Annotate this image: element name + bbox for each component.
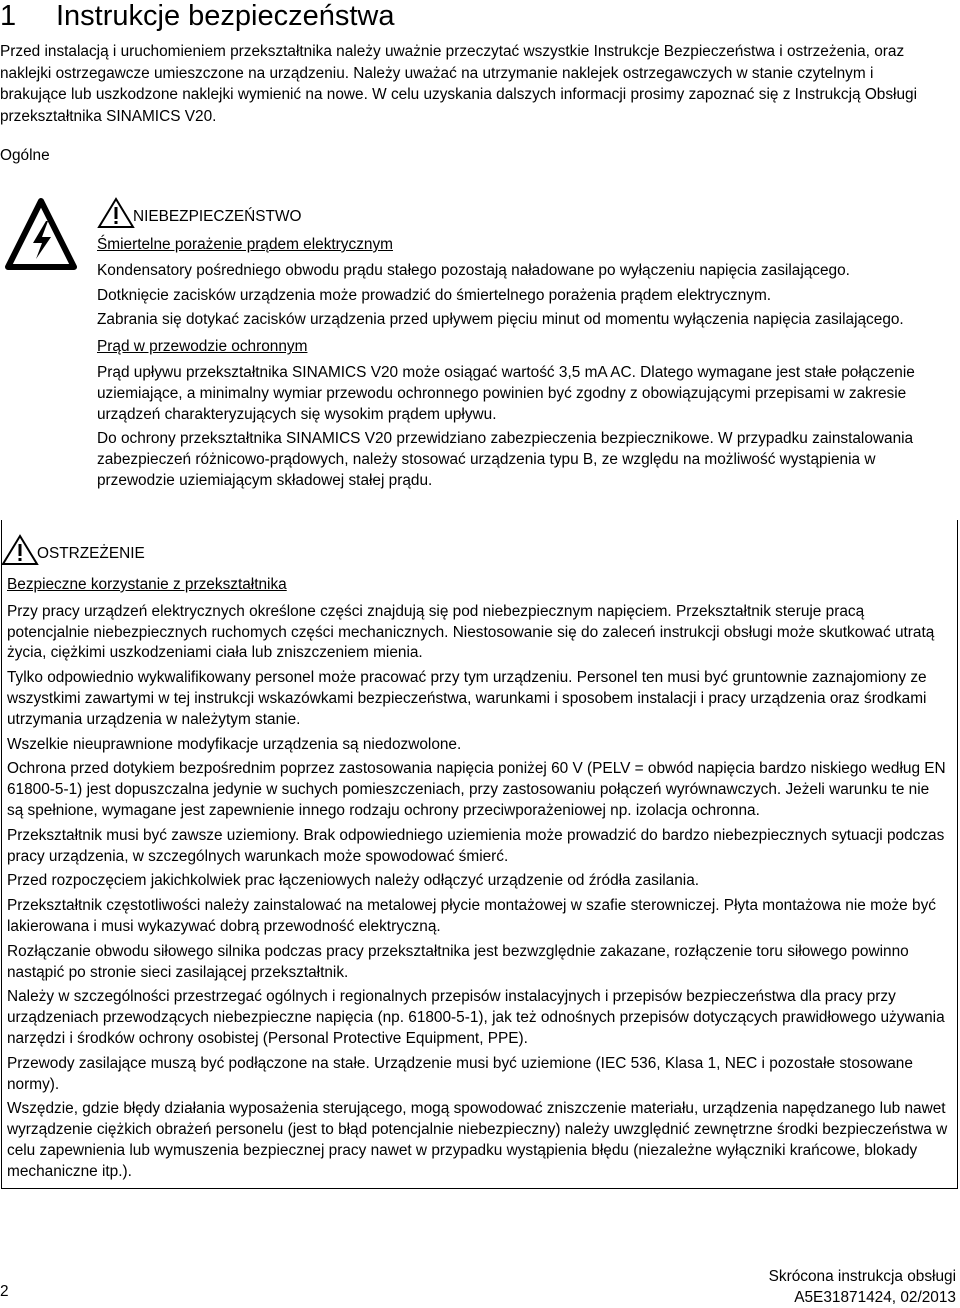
danger-block xyxy=(97,195,957,496)
high-voltage-warning-icon xyxy=(4,197,78,273)
danger-paragraph: Zabrania się dotykać zacisków urządzenia przed upływem pięciu minut od momentu wyłączenia napięcia zasilającego. xyxy=(97,311,904,329)
danger-paragraph: Kondensatory pośredniego obwodu prądu stałego pozostają naładowane po wyłączeniu napięcia zasilającego. xyxy=(97,261,850,279)
warning-paragraph: Przed rozpoczęciem jakichkolwiek prac łączeniowych należy odłączyć urządzenie od źródła zasilania. xyxy=(7,872,700,890)
page-title xyxy=(0,0,395,32)
warning-subheading: Bezpieczne korzystanie z przekształtnika xyxy=(7,576,287,593)
footer-doc-info xyxy=(769,1266,956,1308)
chapter-title: Instrukcje bezpieczeństwa xyxy=(56,0,395,32)
warning-paragraph: Przy pracy urządzeń elektrycznych określone części znajdują się pod niebezpiecznym napięciem. Przekształtnik steruje pracą potencjalnie niebezpiecznych ruchomych części mechanicznych. Niestosowanie się do zaleceń instrukcji obsługi może skutkować utratą życia, ciężkimi uszkodzeniami ciała lub zniszczeniem mienia. xyxy=(7,602,935,662)
danger-paragraph: Dotknięcie zacisków urządzenia może prowadzić do śmiertelnego porażenia prądem elektrycznym. xyxy=(97,286,772,304)
chapter-number: 1 xyxy=(0,0,17,32)
exclamation-triangle-icon xyxy=(97,197,135,229)
danger-paragraph: Do ochrony przekształtnika SINAMICS V20 przewidziano zabezpieczenia bezpiecznikowe. W przypadku zainstalowania zabezpieczeń różnicowo-prądowych, należy stosować urządzenia typu B, ze względu na możliwość wystąpienia w przewodzie uziemiającym składowej stałej prądu. xyxy=(97,430,914,489)
page-number: 2 xyxy=(0,1283,9,1300)
danger-title xyxy=(97,195,957,229)
warning-paragraph: Wszędzie, gdzie błędy działania wyposażenia sterującego, mogą spowodować zniszczenie materiału, urządzenia napędzanego lub nawet wyrządzenie ciężkich obrażeń personelu (jest to błąd potencjalnie niebezpieczny) należy uwzględnić zewnętrzne środki bezpieczeństwa w celu zapewnienia lub wymuszenia bezpiecznej pracy nawet w przypadku wystąpienia błędu (niezależne wyłączniki krańcowe, blokady mechaniczne itp.). xyxy=(7,1100,948,1180)
danger-label: NIEBEZPIECZEŃSTWO xyxy=(133,208,302,225)
warning-paragraph: Przekształtnik musi być zawsze uziemiony. Brak odpowiedniego uziemienia może prowadzić do bardzo niebezpiecznych sytuacji podczas pracy urządzenia, w szczególnych warunkach może spowodować śmierć. xyxy=(7,826,945,865)
warning-paragraph: Tylko odpowiednio wykwalifikowany personel może pracować przy tym urządzeniu. Personel ten musi być gruntownie zaznajomiony ze wszystkimi zawartymi w tej instrukcji wskazówkami bezpieczeństwa, warunkami i sposobem instalacji i pracy urządzenia oraz środkami utrzymania urządzenia w należytym stanie. xyxy=(7,669,927,728)
footer-doc-id: A5E31871424, 02/2013 xyxy=(794,1289,956,1306)
warning-paragraph: Wszelkie nieuprawnione modyfikacje urządzenia są niedozwolone. xyxy=(7,735,462,753)
warning-paragraph: Ochrona przed dotykiem bezpośrednim poprzez zastosowania napięcia poniżej 60 V (PELV = obwód napięcia bardzo niskiego według EN 61800-5-1) jest dopuszczalna jedynie w suchych pomieszczeniach, przy zastosowaniu połączeń wyrównawczych. Jeżeli warunku te nie są spełnione, wymagane jest zapewnienie innego rodzaju ochrony przeciwporażeniowej np. izolacja ochronna. xyxy=(7,760,946,819)
footer-doc-title: Skrócona instrukcja obsługi xyxy=(768,1268,956,1285)
warning-paragraph: Rozłączanie obwodu siłowego silnika podczas pracy przekształtnika jest bezwzględnie zakazane, rozłączenie toru siłowego powinno nastąpić po stronie sieci zasilającej przekształtnik. xyxy=(7,942,909,981)
danger-subheading-electric-shock: Śmiertelne porażenie prądem elektrycznym xyxy=(97,236,393,253)
danger-paragraph: Prąd upływu przekształtnika SINAMICS V20 może osiągać wartość 3,5 mA AC. Dlatego wymagane jest stałe połączenie uziemiające, a minimalny wymiar przewodu ochronnego powinien być zgodny z obowiązującymi przepisami w zakresie urządzeń charakteryzujących się wysokim prądem upływu. xyxy=(97,363,915,423)
warning-label: OSTRZEŻENIE xyxy=(37,545,145,562)
warning-paragraph: Przekształtnik częstotliwości należy zainstalować na metalowej płycie montażowej w szafie sterowniczej. Płyta montażowa nie może być lakierowana i musi wykazywać dobrą przewodność elektryczną. xyxy=(7,897,936,935)
warning-title xyxy=(1,532,949,566)
section-heading: Ogólne xyxy=(0,147,50,164)
warning-paragraph: Przewody zasilające muszą być podłączone na stałe. Urządzenie musi być uziemione (IEC 536, Klasa 1, NEC i pozostałe stosowane normy). xyxy=(7,1054,913,1093)
danger-subheading-protective-conductor: Prąd w przewodzie ochronnym xyxy=(97,338,308,356)
warning-paragraph: Należy w szczególności przestrzegać ogólnych i regionalnych przepisów instalacyjnych i przepisów bezpieczeństwa dla pracy przy urządzeniach przewodzących niebezpieczne napięcia (np. 61800-5-1), jak też odnośnych przepisów dotyczących prawidłowego używania narzędzi i środków ochrony osobistej (Personal Protective Equipment, PPE). xyxy=(7,988,945,1047)
intro-paragraph: Przed instalacją i uruchomieniem przekształtnika należy uważnie przeczytać wszystkie Instrukcje Bezpieczeństwa i ostrzeżenia, oraz naklejki ostrzegawcze umieszczone na urządzeniu. Należy uważać na utrzymanie naklejek ostrzegawczych w stanie czytelnym i brakujące lub uszkodzone naklejki wymienić na nowe. W celu uzyskania dalszych informacji prosimy zapoznać się z Instrukcją Obsługi przekształtnika SINAMICS V20. xyxy=(0,43,918,125)
exclamation-triangle-icon xyxy=(1,534,39,566)
warning-block xyxy=(7,532,949,1187)
